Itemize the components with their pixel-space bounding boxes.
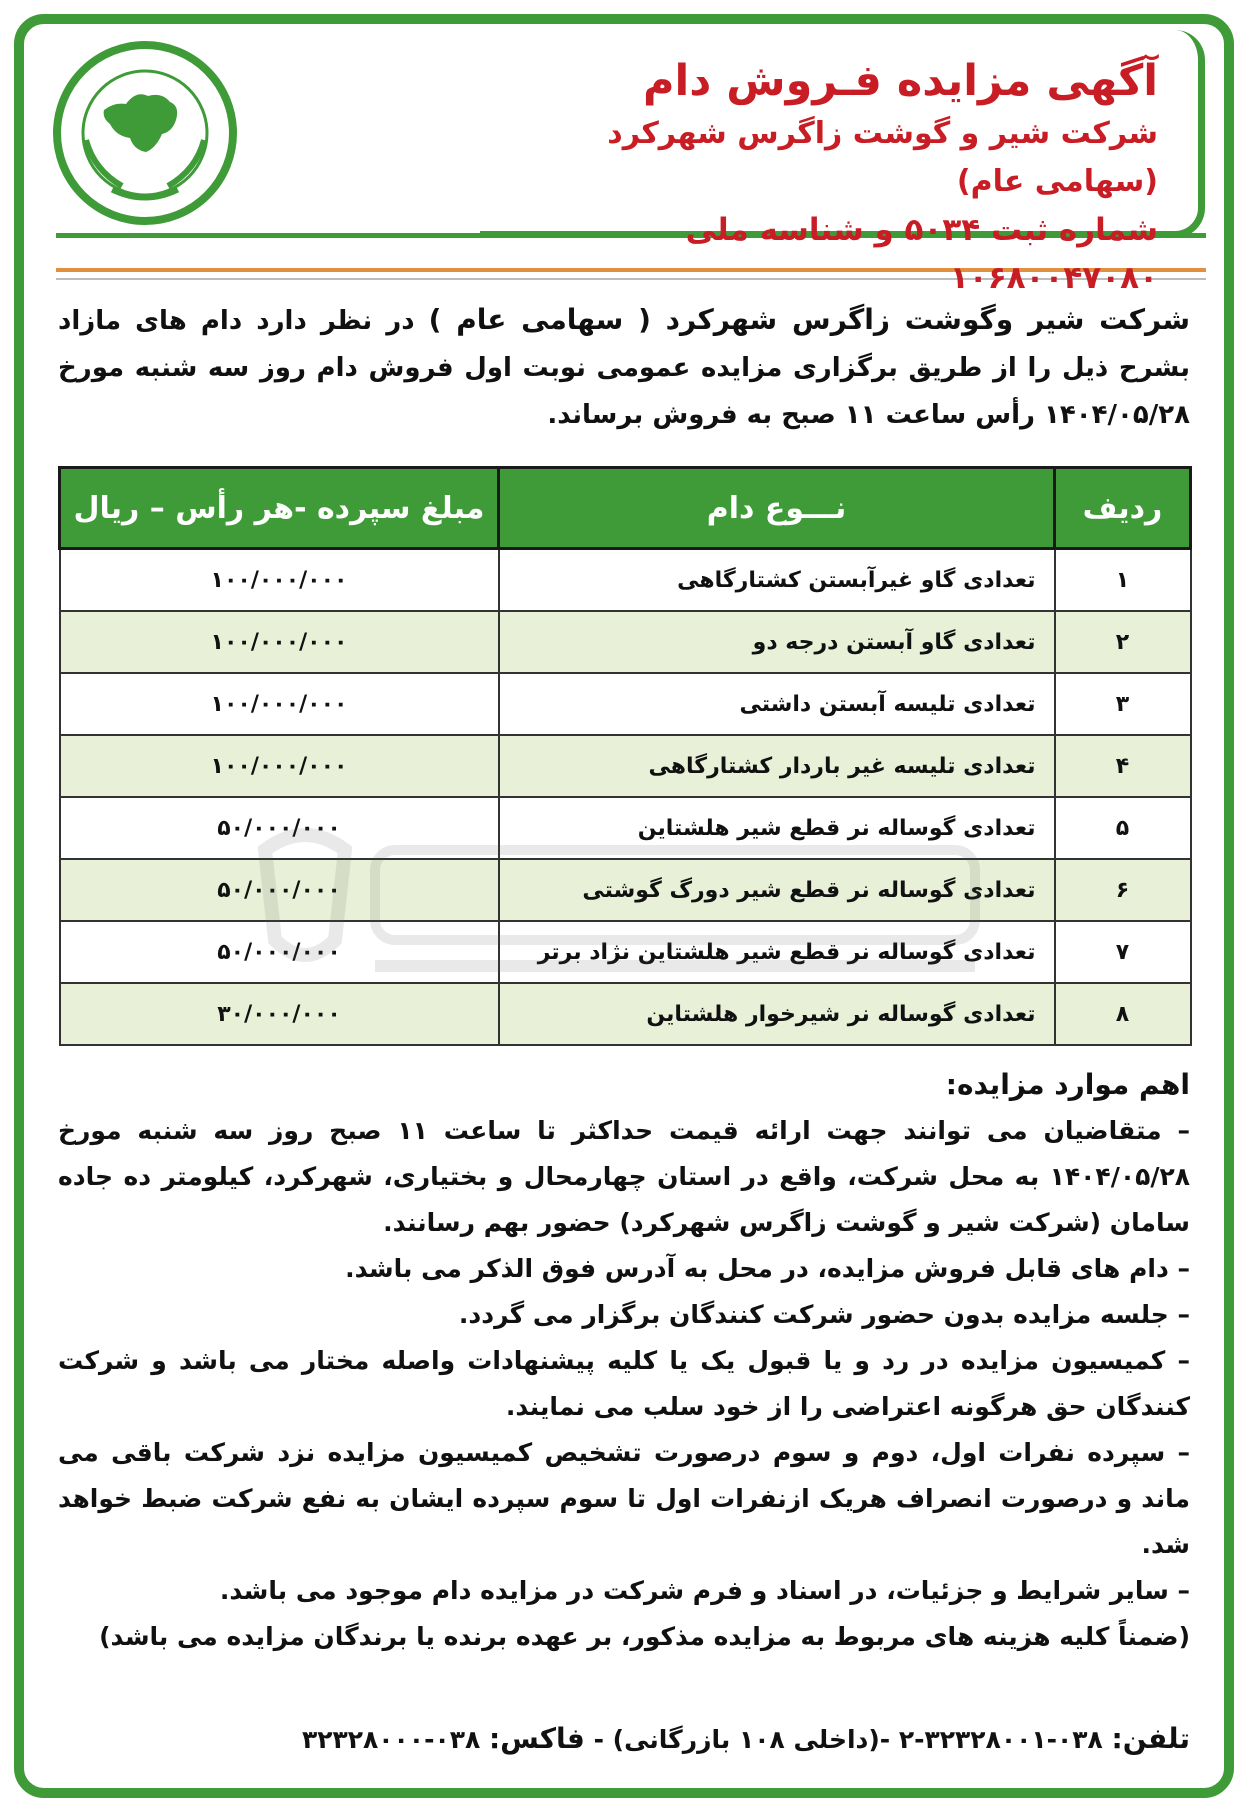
row-number: ۵: [1055, 797, 1191, 859]
note-item: (ضمناً کلیه هزینه های مربوط به مزایده مذکور، بر عهده برنده یا برندگان مزایده می باشد): [99, 1622, 1190, 1651]
phone-label: تلفن:: [1111, 1722, 1190, 1755]
notes-title: اهم موارد مزایده:: [945, 1068, 1190, 1101]
note-item: – کمیسیون مزایده در رد و یا قبول یک یا کلیه پیشنهادات واصله مختار می باشد و شرکت کنندگان حق هرگونه اعتراضی را از خود سلب می نمایند.: [58, 1346, 1190, 1421]
table-row: [60, 983, 1191, 1045]
deposit-amount: ۱۰۰/۰۰۰/۰۰۰: [60, 673, 499, 735]
deposit-amount: ۵۰/۰۰۰/۰۰۰: [60, 797, 499, 859]
livestock-type: تعدادی گوساله نر قطع شیر هلشتاین: [499, 797, 1055, 859]
row-number: ۴: [1055, 735, 1191, 797]
company-name: شرکت شیر و گوشت زاگرس شهرکرد (سهامی عام): [607, 116, 1158, 199]
livestock-type: تعدادی گاو غیرآبستن کشتارگاهی: [499, 549, 1055, 612]
livestock-type: تعدادی گوساله نر قطع شیر دورگ گوشتی: [499, 859, 1055, 921]
note-item: – متقاضیان می توانند جهت ارائه قیمت حداکثر تا ساعت ۱۱ صبح روز سه شنبه مورخ ۱۴۰۴/۰۵/۲۸ به محل شرکت، واقع در استان چهارمحال و بختیاری، شهرکرد، کیلومتر ده جاده سامان (شرکت شیر و گوشت زاگرس شهرکرد) حضور بهم رسانند.: [58, 1116, 1191, 1237]
table-row: [60, 611, 1191, 673]
note-item: – دام های قابل فروش مزایده، در محل به آدرس فوق الذکر می باشد.: [345, 1254, 1190, 1283]
company-logo: [52, 40, 238, 226]
livestock-type: تعدادی گوساله نر قطع شیر هلشتاین نژاد برتر: [499, 921, 1055, 983]
intro-text: در نظر دارد دام های مازاد بشرح ذیل را از طریق برگزاری مزایده عمومی نوبت اول فروش دام روز سه شنبه مورخ ۱۴۰۴/۰۵/۲۸ رأس ساعت ۱۱ صبح به فروش برساند.: [58, 306, 1190, 430]
table-row: [60, 859, 1191, 921]
table-row: [60, 673, 1191, 735]
row-number: ۸: [1055, 983, 1191, 1045]
livestock-type: تعدادی گاو آبستن درجه دو: [499, 611, 1055, 673]
deposit-amount: ۱۰۰/۰۰۰/۰۰۰: [60, 611, 499, 673]
note-item: – جلسه مزایده بدون حضور شرکت کنندگان برگزار می گردد.: [458, 1300, 1190, 1329]
row-number: ۶: [1055, 859, 1191, 921]
deposit-amount: ۳۰/۰۰۰/۰۰۰: [60, 983, 499, 1045]
header-livestock-type: نـــوع دام: [499, 468, 1055, 549]
livestock-type: تعدادی تلیسه غیر باردار کشتارگاهی: [499, 735, 1055, 797]
contact-line: [58, 1722, 1190, 1755]
intro-lead: شرکت شیر وگوشت زاگرس شهرکرد ( سهامی عام ): [428, 303, 1190, 336]
row-number: ۳: [1055, 673, 1191, 735]
phone-number: ۰۳۸-۳۲۳۲۸۰۰۱-۲ -(داخلی ۱۰۸ بازرگانی) -: [593, 1725, 1103, 1754]
table-row: [60, 549, 1191, 612]
table-header-row: [60, 468, 1191, 549]
row-number: ۲: [1055, 611, 1191, 673]
header-titles: [508, 52, 1158, 302]
fax-number: ۰۳۸-۳۲۳۲۸۰۰۰: [301, 1725, 481, 1754]
deposit-amount: ۱۰۰/۰۰۰/۰۰۰: [60, 735, 499, 797]
note-item: – سایر شرایط و جزئیات، در اسناد و فرم شرکت در مزایده دام موجود می باشد.: [219, 1576, 1190, 1605]
table-row: [60, 797, 1191, 859]
table-row: [60, 735, 1191, 797]
header-row-number: ردیف: [1055, 468, 1191, 549]
note-item: – سپرده نفرات اول، دوم و سوم درصورت تشخیص کمیسیون مزایده نزد شرکت باقی می ماند و درصورت انصراف هریک ازنفرات اول تا سوم سپرده ایشان به نفع شرکت ضبط خواهد شد.: [58, 1438, 1190, 1559]
ad-title: آگهی مزایده فـروش دام: [642, 56, 1158, 106]
row-number: ۷: [1055, 921, 1191, 983]
header-deposit-amount: مبلغ سپرده -هر رأس – ریال: [60, 468, 499, 549]
deposit-amount: ۱۰۰/۰۰۰/۰۰۰: [60, 549, 499, 612]
deposit-amount: ۵۰/۰۰۰/۰۰۰: [60, 859, 499, 921]
auction-notes: [58, 1062, 1190, 1660]
livestock-type: تعدادی گوساله نر شیرخوار هلشتاین: [499, 983, 1055, 1045]
livestock-table: [58, 466, 1192, 1046]
livestock-type: تعدادی تلیسه آبستن داشتی: [499, 673, 1055, 735]
intro-paragraph: [58, 296, 1190, 439]
registration-number: شماره ثبت ۵۰۳۴ و شناسه ملی ۱۰۶۸۰۰۴۷۰۸۰: [685, 212, 1158, 296]
fax-label: فاکس:: [488, 1722, 585, 1755]
deposit-amount: ۵۰/۰۰۰/۰۰۰: [60, 921, 499, 983]
table-row: [60, 921, 1191, 983]
row-number: ۱: [1055, 549, 1191, 612]
